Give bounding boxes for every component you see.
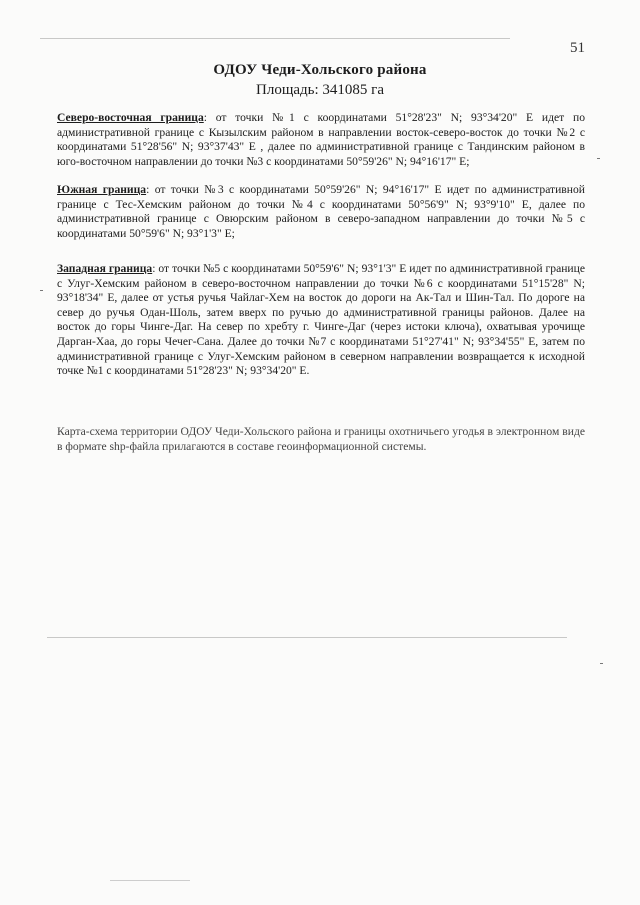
west-boundary-heading: Западная граница — [57, 262, 153, 275]
northeast-boundary-heading: Северо-восточная граница — [57, 111, 204, 124]
document-header — [0, 62, 640, 99]
document-title: ОДОУ Чеди-Хольского района — [213, 62, 427, 78]
west-boundary-text: : от точки №5 с координатами 50°59'6" N; 93°1'3" E идет по административной границе с Улуг-Хемским районом в северо-восточном направлении до точки №6 с координатами 51°15'28" N; 93°18'34" E, далее от устья ручья Чайлаг-Хем на восток до дороги на Ак-Тал и Шин-Тал. По дороге на север до ручья Одан-Шоль, затем вверх по ручью до административной границы районов. Далее на восток до горы Чинге-Даг. На север по хребту г. Чинге-Даг (через истоки ключа), охватывая урочище Дарган-Хаа, до горы Чечег-Сана. Далее до точки №7 с координатами 51°27'41" N; 93°34'55" E, затем по административной границе с Улуг-Хемским районом в северном направлении возвращается к исходной точке №1 с координатами 51°28'23" N; 93°34'20" E. — [57, 262, 585, 378]
scan-artifact-speck — [600, 663, 603, 664]
northeast-boundary-section — [57, 111, 585, 169]
northeast-boundary-text: : от точки №1 с координатами 51°28'23" N; 93°34'20" E идет по административной границе с Кызылским районом в направлении восток-северо-восток до точки №2 с координатами 51°28'56" N; 93°37'43" E , далее по административной границе с Тандинским районом в юго-восточном направлении до точки №3 с координатами 50°59'26" N; 94°16'17" E; — [57, 111, 585, 168]
south-boundary-text: : от точки №3 с координатами 50°59'26" N; 94°16'17" E идет по административной границе с Тес-Хемским районом до точки №4 с координатами 50°56'9" N; 93°9'10" E, далее по административной границе с Овюрским районом в северо-западном направлении до точки №5 с координатами 50°59'6" N; 93°1'3" E; — [57, 183, 585, 240]
scan-artifact-line — [110, 880, 190, 881]
scan-artifact-speck — [40, 290, 43, 291]
scan-artifact-line — [47, 637, 567, 638]
south-boundary-section — [57, 183, 585, 241]
west-boundary-section — [57, 262, 585, 379]
south-boundary-heading: Южная граница — [57, 183, 147, 196]
scan-artifact-line — [40, 38, 510, 39]
page-number: 51 — [570, 40, 585, 56]
map-scheme-note: Карта-схема территории ОДОУ Чеди-Хольского района и границы охотничьего угодья в электронном виде в формате shp-файла прилагаются в составе геоинформационной системы. — [57, 425, 585, 453]
scan-artifact-speck — [597, 158, 600, 159]
area-value: Площадь: 341085 га — [256, 82, 384, 98]
